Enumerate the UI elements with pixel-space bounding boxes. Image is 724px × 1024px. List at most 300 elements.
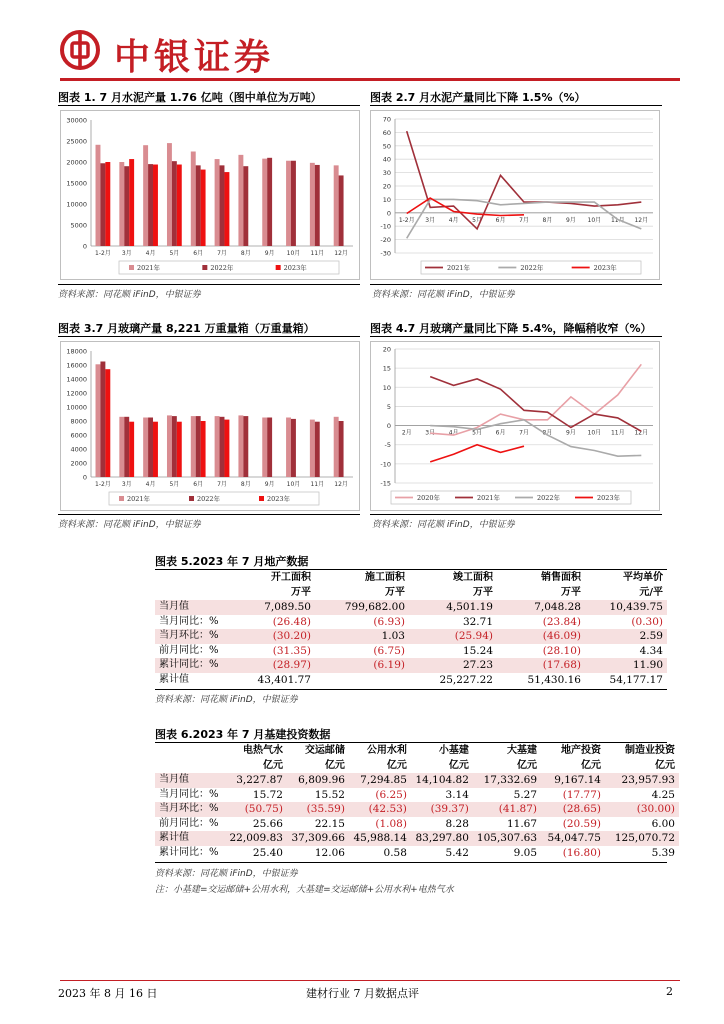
x-tick-label: 11月 bbox=[310, 250, 325, 257]
table-row bbox=[155, 673, 667, 688]
bar-2022年 bbox=[339, 175, 344, 246]
y-tick-label: 50 bbox=[382, 142, 391, 151]
table-cell: 32.71 bbox=[462, 615, 493, 628]
table-cell: (6.19) bbox=[315, 658, 409, 673]
y-tick-label: -10 bbox=[380, 222, 391, 231]
table-cell: 6.00 bbox=[651, 817, 675, 830]
table-cell: 799,682.00 bbox=[315, 600, 409, 615]
x-tick-label: 9月 bbox=[264, 481, 275, 488]
bar-2022年 bbox=[243, 166, 248, 246]
y-tick-label: 70 bbox=[382, 115, 391, 124]
bar-2022年 bbox=[148, 164, 153, 246]
figure-3-bottom-rule bbox=[58, 514, 360, 515]
table-cell: (20.59) bbox=[562, 817, 601, 830]
table-6-title: 图表 6.2023 年 7 月基建投资数据 bbox=[155, 728, 331, 741]
y-tick-label: 20 bbox=[382, 182, 391, 191]
y-tick-label: -15 bbox=[380, 479, 391, 488]
table-6-body bbox=[155, 773, 679, 860]
bar-2022年 bbox=[315, 422, 320, 477]
table-cell: (30.00) bbox=[605, 802, 679, 817]
legend bbox=[391, 491, 631, 504]
y-tick-label: 5 bbox=[386, 402, 391, 411]
figure-2-title: 图表 2.7 月水泥产量同比下降 1.5%（%） bbox=[370, 91, 586, 104]
table-cell: (41.87) bbox=[473, 802, 541, 817]
bank-of-china-logo-icon bbox=[60, 30, 100, 70]
legend bbox=[421, 261, 641, 274]
bar-2021年 bbox=[286, 418, 291, 478]
column-header: 地产投资 bbox=[561, 745, 601, 756]
table-row bbox=[155, 615, 667, 630]
x-tick-label: 4月 bbox=[448, 429, 459, 437]
column-header: 小基建 bbox=[438, 745, 469, 756]
legend-label: 2022年 bbox=[197, 495, 221, 503]
column-header: 电热气水 bbox=[242, 745, 283, 756]
header-row bbox=[155, 744, 679, 759]
column-unit: 元/平 bbox=[639, 586, 663, 598]
table-cell: 125,070.72 bbox=[605, 831, 679, 846]
x-tick-label: 10月 bbox=[587, 429, 602, 437]
real-estate-table bbox=[155, 571, 667, 687]
table-row bbox=[155, 788, 679, 803]
y-tick-label: -20 bbox=[380, 236, 391, 245]
bar-2022年 bbox=[267, 418, 272, 478]
x-tick-label: 5月 bbox=[169, 250, 180, 257]
x-tick-label: 7月 bbox=[217, 481, 227, 488]
legend-label: 2023年 bbox=[283, 264, 307, 272]
x-tick-label: 10月 bbox=[587, 216, 602, 224]
row-label: 累计同比：% bbox=[159, 846, 219, 858]
figure-1-bottom-rule bbox=[58, 284, 360, 285]
x-tick-label: 3月 bbox=[121, 250, 132, 257]
bar-2021年 bbox=[143, 145, 148, 246]
column-header: 平均单价 bbox=[623, 572, 663, 583]
table-cell: 1.03 bbox=[315, 629, 409, 644]
bar-2021年 bbox=[191, 416, 196, 477]
table-cell: 25.66 bbox=[252, 817, 283, 830]
y-tick-label: 15 bbox=[382, 364, 391, 373]
legend-label: 2021年 bbox=[477, 494, 501, 502]
legend-label: 2022年 bbox=[537, 494, 561, 502]
table-cell: (6.75) bbox=[373, 644, 405, 657]
y-tick-label: 4000 bbox=[70, 445, 87, 454]
table-cell: 3.14 bbox=[445, 788, 469, 801]
table-5-title: 图表 5.2023 年 7 月地产数据 bbox=[155, 555, 309, 568]
x-tick-label: 4月 bbox=[448, 216, 459, 224]
bar-2023年 bbox=[177, 165, 182, 246]
x-tick-label: 7月 bbox=[519, 429, 529, 437]
table-cell bbox=[315, 673, 409, 688]
header-row bbox=[155, 759, 679, 774]
figure-4-title: 图表 4.7 月玻璃产量同比下降 5.4%，降幅稍收窄（%） bbox=[370, 322, 652, 335]
header-corner bbox=[155, 586, 229, 601]
x-tick-label: 1-2月 bbox=[95, 481, 111, 488]
bar-2023年 bbox=[224, 172, 229, 246]
table-cell: 23,957.93 bbox=[605, 773, 679, 788]
table-cell: (17.77) bbox=[562, 788, 601, 801]
table-5-header bbox=[155, 571, 667, 600]
y-tick-label: 15000 bbox=[66, 179, 87, 188]
column-unit: 亿元 bbox=[448, 759, 469, 771]
column-unit: 亿元 bbox=[655, 759, 675, 771]
bar-2021年 bbox=[119, 417, 124, 477]
figure-4-chart bbox=[370, 341, 660, 511]
legend bbox=[109, 492, 319, 505]
x-tick-label: 5月 bbox=[472, 216, 483, 224]
y-tick-label: 10 bbox=[382, 383, 391, 392]
x-tick-label: 8月 bbox=[542, 216, 553, 224]
x-tick-label: 11月 bbox=[310, 481, 325, 488]
bar-2022年 bbox=[196, 416, 201, 477]
x-tick-label: 12月 bbox=[334, 250, 348, 257]
table-cell: 25,227.22 bbox=[439, 673, 493, 686]
figure-3-chart bbox=[60, 341, 360, 511]
x-tick-label: 5月 bbox=[472, 429, 483, 437]
bar-2021年 bbox=[167, 143, 172, 246]
y-tick-label: 12000 bbox=[66, 389, 87, 398]
table-row bbox=[155, 846, 679, 861]
bar-2021年 bbox=[96, 145, 101, 246]
y-tick-label: -10 bbox=[380, 460, 391, 469]
table-cell: 4.25 bbox=[651, 788, 675, 801]
bar-2022年 bbox=[124, 166, 129, 246]
figure-4-source: 资料来源：同花顺 iFinD，中银证券 bbox=[372, 520, 515, 530]
bar-2022年 bbox=[196, 165, 201, 246]
table-6-source: 资料来源：同花顺 iFinD，中银证券 bbox=[155, 869, 298, 879]
bar-2021年 bbox=[286, 161, 291, 246]
legend bbox=[119, 261, 339, 274]
bar-2022年 bbox=[100, 163, 105, 246]
table-row bbox=[155, 600, 667, 615]
bar-2023年 bbox=[105, 369, 110, 477]
bar-2021年 bbox=[143, 418, 148, 478]
table-cell: 11.67 bbox=[506, 817, 538, 830]
column-unit: 万平 bbox=[561, 586, 581, 598]
bar-2021年 bbox=[191, 152, 196, 247]
table-cell: 9,167.14 bbox=[541, 773, 605, 788]
table-row bbox=[155, 773, 679, 788]
y-tick-label: -30 bbox=[380, 249, 391, 258]
table-cell: 4,501.19 bbox=[409, 600, 497, 615]
legend-label: 2022年 bbox=[520, 264, 544, 272]
table-cell: 2.59 bbox=[585, 629, 667, 644]
row-label: 累计值 bbox=[159, 673, 189, 685]
bar-2021年 bbox=[334, 165, 339, 246]
table-cell: (26.48) bbox=[272, 615, 311, 628]
row-label: 当月环比：% bbox=[155, 629, 229, 644]
y-tick-label: 60 bbox=[382, 128, 391, 137]
y-tick-label: 14000 bbox=[66, 375, 87, 384]
column-unit: 亿元 bbox=[386, 759, 407, 771]
column-unit: 万平 bbox=[385, 586, 405, 598]
table-cell: 15.72 bbox=[252, 788, 283, 801]
x-tick-label: 5月 bbox=[169, 481, 180, 488]
bar-2022年 bbox=[267, 158, 272, 246]
page-header bbox=[0, 0, 724, 82]
y-tick-label: 10000 bbox=[66, 403, 87, 412]
bar-2021年 bbox=[167, 415, 172, 477]
x-tick-label: 4月 bbox=[145, 481, 156, 488]
x-tick-label: 8月 bbox=[240, 481, 251, 488]
table-cell: 6,809.96 bbox=[287, 773, 349, 788]
header-divider bbox=[60, 78, 680, 81]
figure-2-chart bbox=[370, 110, 660, 280]
x-tick-label: 1-2月 bbox=[398, 216, 415, 224]
x-tick-label: 3月 bbox=[121, 481, 132, 488]
bar-2023年 bbox=[105, 162, 110, 246]
legend-label: 2023年 bbox=[593, 264, 617, 272]
bar-2021年 bbox=[238, 155, 243, 246]
figure-1-source: 资料来源：同花顺 iFinD，中银证券 bbox=[58, 290, 201, 300]
table-cell: 5.39 bbox=[651, 846, 675, 859]
x-tick-label: 9月 bbox=[565, 429, 576, 437]
brand-name: 中银证券 bbox=[114, 36, 275, 78]
legend-swatch bbox=[259, 496, 264, 501]
y-tick-label: 30000 bbox=[66, 116, 87, 125]
figure-2-bottom-rule bbox=[370, 284, 662, 285]
header-row bbox=[155, 571, 667, 586]
table-cell: 14,104.82 bbox=[411, 773, 473, 788]
y-tick-label: 25000 bbox=[66, 137, 87, 146]
chart-cement-yoy bbox=[371, 111, 659, 279]
y-tick-label: 2000 bbox=[70, 459, 87, 468]
x-tick-label: 11月 bbox=[610, 429, 625, 437]
legend-label: 2021年 bbox=[127, 495, 151, 503]
y-tick-label: 16000 bbox=[66, 361, 87, 370]
bar-2021年 bbox=[238, 415, 243, 477]
y-tick-label: 0 bbox=[82, 242, 87, 251]
figure-3-rule bbox=[58, 336, 360, 337]
x-tick-label: 12月 bbox=[634, 429, 649, 437]
bar-2023年 bbox=[129, 159, 134, 246]
legend-label: 2020年 bbox=[417, 494, 441, 502]
legend-label: 2023年 bbox=[597, 494, 621, 502]
footer-page-number: 2 bbox=[666, 985, 673, 998]
figure-1-title: 图表 1. 7 月水泥产量 1.76 亿吨（图中单位为万吨） bbox=[58, 91, 322, 104]
table-5-body bbox=[155, 600, 667, 687]
table-cell: 10,439.75 bbox=[585, 600, 667, 615]
line-2020年 bbox=[430, 364, 641, 435]
bar-2022年 bbox=[243, 416, 248, 477]
row-label: 前月同比：% bbox=[159, 817, 219, 829]
table-cell: (30.20) bbox=[229, 629, 315, 644]
y-tick-label: 20 bbox=[382, 345, 391, 354]
table-cell: 8.28 bbox=[445, 817, 469, 830]
figure-3-source: 资料来源：同花顺 iFinD，中银证券 bbox=[58, 520, 201, 530]
table-cell: 51,430.16 bbox=[527, 673, 581, 686]
y-tick-label: -5 bbox=[384, 441, 391, 450]
y-tick-label: 0 bbox=[386, 422, 391, 431]
legend-swatch bbox=[202, 265, 207, 270]
column-unit: 亿元 bbox=[262, 759, 283, 771]
legend-swatch bbox=[276, 265, 281, 270]
y-tick-label: 6000 bbox=[70, 431, 87, 440]
column-header: 竣工面积 bbox=[453, 572, 493, 583]
table-row bbox=[155, 644, 667, 659]
bar-2022年 bbox=[291, 161, 296, 246]
figure-3-title: 图表 3.7 月玻璃产量 8,221 万重量箱（万重量箱） bbox=[58, 322, 315, 335]
figure-4-bottom-rule bbox=[370, 514, 662, 515]
figure-1-chart bbox=[60, 110, 360, 280]
line-2023年 bbox=[430, 445, 524, 462]
column-unit: 亿元 bbox=[581, 759, 601, 771]
legend-label: 2021年 bbox=[137, 264, 161, 272]
table-cell: 45,988.14 bbox=[349, 831, 411, 846]
header-corner bbox=[155, 759, 225, 774]
x-tick-label: 3月 bbox=[425, 216, 436, 224]
bar-2022年 bbox=[315, 165, 320, 246]
column-unit: 亿元 bbox=[324, 759, 345, 771]
legend-label: 2021年 bbox=[447, 264, 471, 272]
table-cell: (28.10) bbox=[542, 644, 581, 657]
chart-glass-output bbox=[61, 342, 359, 510]
table-cell: (1.08) bbox=[375, 817, 407, 830]
infrastructure-table bbox=[155, 744, 679, 860]
x-tick-label: 4月 bbox=[145, 250, 156, 257]
table-cell: 12.06 bbox=[314, 846, 345, 859]
bar-2023年 bbox=[153, 422, 158, 477]
legend-swatch bbox=[189, 496, 194, 501]
x-tick-label: 8月 bbox=[240, 250, 251, 257]
bar-2023年 bbox=[177, 422, 182, 477]
table-cell: 0.58 bbox=[383, 846, 407, 859]
x-tick-label: 3月 bbox=[425, 429, 436, 437]
table-cell: 7,048.28 bbox=[497, 600, 585, 615]
header-corner bbox=[155, 744, 225, 759]
figure-1-rule bbox=[58, 105, 360, 106]
table-cell: (6.25) bbox=[375, 788, 407, 801]
x-tick-label: 1-2月 bbox=[95, 250, 111, 257]
bar-2021年 bbox=[119, 162, 124, 246]
header-row bbox=[155, 586, 667, 601]
row-label: 累计同比：% bbox=[155, 658, 229, 673]
x-tick-label: 7月 bbox=[217, 250, 227, 257]
table-cell: 7,294.85 bbox=[349, 773, 411, 788]
bar-2022年 bbox=[291, 419, 296, 477]
table-cell: (28.97) bbox=[229, 658, 315, 673]
table-cell: 43,401.77 bbox=[257, 673, 311, 686]
x-tick-label: 6月 bbox=[193, 250, 204, 257]
bar-2022年 bbox=[100, 362, 105, 478]
footer-report-name: 建材行业 7 月数据点评 bbox=[306, 987, 419, 1000]
column-header: 交运邮储 bbox=[304, 745, 345, 756]
table-5-rule bbox=[155, 569, 667, 570]
bar-2021年 bbox=[262, 418, 267, 478]
table-row bbox=[155, 629, 667, 644]
table-cell: (23.84) bbox=[542, 615, 581, 628]
table-6-header bbox=[155, 744, 679, 773]
x-tick-label: 10月 bbox=[286, 250, 301, 257]
row-label: 累计值 bbox=[155, 831, 225, 846]
legend-swatch bbox=[119, 496, 124, 501]
table-5-bottom-rule bbox=[155, 689, 667, 690]
bar-2021年 bbox=[334, 417, 339, 477]
table-cell: 27.23 bbox=[409, 658, 497, 673]
bar-2022年 bbox=[148, 418, 153, 478]
column-unit: 亿元 bbox=[517, 759, 538, 771]
table-cell: 22,009.83 bbox=[225, 831, 287, 846]
column-header: 开工面积 bbox=[271, 572, 311, 583]
figure-2-source: 资料来源：同花顺 iFinD，中银证券 bbox=[372, 290, 515, 300]
y-tick-label: 10 bbox=[382, 195, 391, 204]
column-header: 大基建 bbox=[507, 745, 538, 756]
bar-2021年 bbox=[310, 420, 315, 477]
legend-swatch bbox=[129, 265, 134, 270]
table-cell: (50.75) bbox=[225, 802, 287, 817]
y-tick-label: 5000 bbox=[70, 221, 87, 230]
figure-4-rule bbox=[370, 336, 662, 337]
bar-2022年 bbox=[124, 417, 129, 477]
y-tick-label: 0 bbox=[82, 473, 87, 482]
table-row bbox=[155, 658, 667, 673]
header-corner bbox=[155, 571, 229, 586]
x-tick-label: 6月 bbox=[495, 216, 506, 224]
x-tick-label: 11月 bbox=[610, 216, 625, 224]
table-cell: (16.80) bbox=[562, 846, 601, 859]
table-cell: (6.93) bbox=[373, 615, 405, 628]
bar-2023年 bbox=[201, 421, 206, 477]
table-row bbox=[155, 817, 679, 832]
table-cell: 11.90 bbox=[585, 658, 667, 673]
legend-label: 2023年 bbox=[267, 495, 291, 503]
table-cell: 105,307.63 bbox=[473, 831, 541, 846]
table-cell: 15.24 bbox=[462, 644, 493, 657]
table-6-bottom-rule bbox=[155, 862, 667, 863]
table-5-source: 资料来源：同花顺 iFinD，中银证券 bbox=[155, 695, 298, 705]
y-tick-label: 8000 bbox=[70, 417, 87, 426]
x-tick-label: 10月 bbox=[286, 481, 301, 488]
table-cell: 54,047.75 bbox=[541, 831, 605, 846]
bar-2022年 bbox=[220, 417, 225, 477]
y-tick-label: 18000 bbox=[66, 347, 87, 356]
row-label: 前月同比：% bbox=[159, 644, 219, 656]
table-cell: 25.40 bbox=[252, 846, 283, 859]
bar-2021年 bbox=[96, 364, 101, 477]
table-cell: (46.09) bbox=[497, 629, 585, 644]
x-tick-label: 2月 bbox=[401, 429, 412, 437]
table-cell: 4.34 bbox=[639, 644, 663, 657]
column-header: 销售面积 bbox=[541, 572, 581, 583]
table-cell: 15.52 bbox=[314, 788, 345, 801]
row-label: 当月环比：% bbox=[155, 802, 225, 817]
y-tick-label: 10000 bbox=[66, 200, 87, 209]
table-cell: 54,177.17 bbox=[609, 673, 663, 686]
table-cell: (25.94) bbox=[409, 629, 497, 644]
chart-glass-yoy bbox=[371, 342, 659, 510]
table-row bbox=[155, 831, 679, 846]
x-tick-label: 9月 bbox=[264, 250, 275, 257]
table-cell: 3,227.87 bbox=[225, 773, 287, 788]
figure-2-rule bbox=[370, 105, 662, 106]
table-cell: 5.42 bbox=[445, 846, 469, 859]
bar-2021年 bbox=[215, 159, 220, 246]
x-tick-label: 6月 bbox=[193, 481, 204, 488]
table-row bbox=[155, 802, 679, 817]
legend-label: 2022年 bbox=[210, 264, 234, 272]
y-tick-label: 0 bbox=[386, 209, 391, 218]
column-unit: 万平 bbox=[473, 586, 493, 598]
table-cell: (0.30) bbox=[631, 615, 663, 628]
bar-2021年 bbox=[215, 416, 220, 477]
column-unit: 万平 bbox=[291, 586, 311, 598]
bar-2021年 bbox=[262, 159, 267, 246]
table-6-rule bbox=[155, 742, 667, 743]
y-tick-label: 20000 bbox=[66, 158, 87, 167]
bar-2022年 bbox=[172, 161, 177, 246]
column-header: 制造业投资 bbox=[625, 745, 675, 756]
bar-2021年 bbox=[310, 163, 315, 246]
y-tick-label: 40 bbox=[382, 155, 391, 164]
bar-2022年 bbox=[172, 416, 177, 477]
